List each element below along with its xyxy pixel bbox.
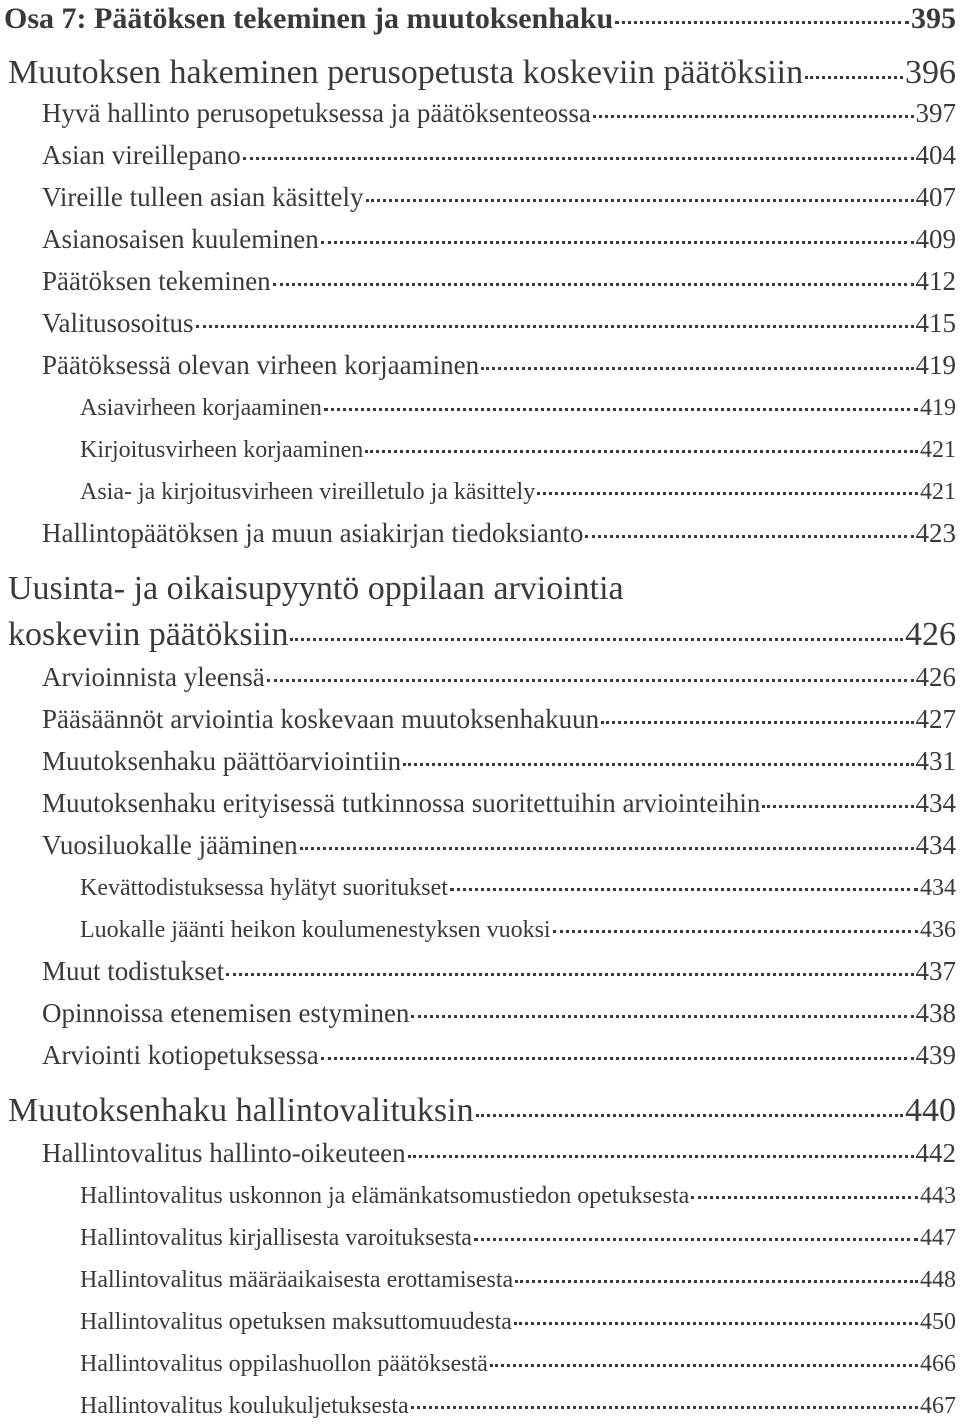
toc-entry[interactable] (0, 480, 960, 504)
toc-entry-title: Hallintovalitus kirjallisesta varoituksesta (80, 1225, 472, 1251)
dot-leader (593, 115, 914, 118)
toc-entry-page-number: 466 (920, 1351, 956, 1377)
toc-entry-title: Hallintovalitus opetuksen maksuttomuudesta (80, 1309, 512, 1335)
toc-entry[interactable] (0, 1310, 960, 1334)
toc-entry-title: Muutoksenhaku päättöarviointiin (42, 746, 402, 776)
toc-entry-page-number: 440 (905, 1092, 956, 1129)
toc-entry-page-number: 439 (915, 1040, 956, 1070)
dot-leader (403, 763, 913, 766)
toc-entry-page-number: 396 (905, 54, 956, 91)
toc-entry[interactable] (0, 748, 960, 775)
dot-leader (290, 638, 903, 641)
toc-entry-title: koskeviin päätöksiin (8, 616, 289, 653)
toc-entry-title: Muutoksenhaku hallintovalituksin (8, 1092, 474, 1129)
toc-entry[interactable] (0, 790, 960, 817)
toc-entry-title: Arviointi kotiopetuksessa (42, 1040, 319, 1070)
toc-entry-title: Hyvä hallinto perusopetuksessa ja päätöksenteossa (42, 98, 591, 128)
dot-leader (805, 76, 903, 79)
toc-entry-page-number: 448 (920, 1267, 956, 1293)
toc-entry-title: Opinnoissa etenemisen estyminen (42, 998, 410, 1028)
dot-leader (196, 325, 914, 328)
toc-entry-title: Valitusosoitus (42, 308, 194, 338)
dot-leader (273, 283, 914, 286)
toc-entry-page-number: 437 (915, 956, 956, 986)
dot-leader (450, 888, 918, 891)
toc-entry[interactable] (0, 4, 960, 34)
toc-entry[interactable] (0, 1226, 960, 1250)
toc-entry[interactable] (0, 352, 960, 379)
toc-entry-title: Muutoksenhaku erityisessä tutkinnossa suoritettuihin arviointeihin (42, 788, 761, 818)
toc-entry[interactable] (0, 876, 960, 900)
toc-entry[interactable] (0, 1184, 960, 1208)
toc-entry-title: Asiavirheen korjaaminen (80, 395, 322, 421)
dot-leader (537, 492, 918, 495)
dot-leader (490, 1364, 918, 1367)
dot-leader (324, 408, 918, 411)
toc-entry[interactable] (0, 56, 960, 90)
toc-entry-page-number: 447 (920, 1225, 956, 1251)
dot-leader (762, 805, 913, 808)
dot-leader (300, 847, 914, 850)
toc-entry-page-number: 427 (915, 704, 956, 734)
toc-entry-title: Pääsäännöt arviointia koskevaan muutoksenhakuun (42, 704, 600, 734)
toc-entry-page-number: 404 (915, 140, 956, 170)
toc-entry[interactable] (0, 664, 960, 691)
dot-leader (411, 1406, 918, 1409)
toc-entry-title: Kirjoitusvirheen korjaaminen (80, 437, 364, 463)
toc-entry-page-number: 421 (920, 437, 956, 463)
toc-entry-title: Muut todistukset (42, 956, 225, 986)
toc-entry-title: Päätöksen tekeminen (42, 266, 271, 296)
toc-entry-page-number: 438 (915, 998, 956, 1028)
toc-entry[interactable] (0, 1094, 960, 1128)
toc-entry[interactable] (0, 520, 960, 547)
dot-leader (481, 367, 913, 370)
toc-entry-page-number: 423 (915, 518, 956, 548)
dot-leader (585, 535, 913, 538)
dot-leader (267, 679, 914, 682)
toc-entry[interactable] (0, 226, 960, 253)
toc-entry[interactable] (0, 268, 960, 295)
toc-entry[interactable] (0, 438, 960, 462)
toc-entry[interactable] (0, 1042, 960, 1069)
toc-entry-title: Hallintovalitus oppilashuollon päätöksestä (80, 1351, 488, 1377)
toc-entry[interactable] (0, 918, 960, 942)
toc-entry-title: Hallintovalitus koulukuljetuksesta (80, 1393, 409, 1419)
toc-entry-page-number: 395 (911, 2, 956, 35)
toc-entry-title: Muutoksen hakeminen perusopetusta koskeviin päätöksiin (8, 54, 804, 91)
toc-entry-title: Vireille tulleen asian käsittely (42, 182, 364, 212)
toc-entry[interactable] (0, 1268, 960, 1292)
toc-entry-page-number: 443 (920, 1183, 956, 1209)
toc-entry-page-number: 434 (915, 788, 956, 818)
toc-entry-page-number: 450 (920, 1309, 956, 1335)
toc-entry-page-number: 419 (920, 395, 956, 421)
dot-leader (243, 157, 914, 160)
toc-entry[interactable] (0, 184, 960, 211)
dot-leader (321, 241, 914, 244)
toc-entry[interactable] (0, 706, 960, 733)
dot-leader (601, 721, 913, 724)
dot-leader (321, 1057, 914, 1060)
toc-entry-page-number: 421 (920, 479, 956, 505)
section-heading-line: Uusinta- ja oikaisupyyntö oppilaan arviointia (8, 570, 624, 607)
toc-entry-title: Asian vireillepano (42, 140, 241, 170)
dot-leader (408, 1155, 914, 1158)
toc-entry-page-number: 467 (920, 1393, 956, 1419)
dot-leader (474, 1238, 918, 1241)
toc-entry-title: Luokalle jäänti heikon koulumenestyksen vuoksi (80, 917, 551, 943)
toc-entry-page-number: 434 (920, 875, 956, 901)
toc-entry-title: Asianosaisen kuuleminen (42, 224, 319, 254)
toc-entry-title: Vuosiluokalle jääminen (42, 830, 298, 860)
dot-leader (226, 973, 913, 976)
toc-entry-title: Päätöksessä olevan virheen korjaaminen (42, 350, 480, 380)
dot-leader (514, 1322, 918, 1325)
dot-leader (365, 450, 918, 453)
toc-entry-page-number: 442 (915, 1138, 956, 1168)
toc-entry[interactable] (0, 310, 960, 337)
toc-entry[interactable] (0, 618, 960, 652)
toc-entry-page-number: 415 (915, 308, 956, 338)
toc-entry-page-number: 426 (915, 662, 956, 692)
toc-entry-title: Hallintovalitus uskonnon ja elämänkatsomustiedon opetuksesta (80, 1183, 690, 1209)
toc-entry-page-number: 434 (915, 830, 956, 860)
toc-entry-page-number: 431 (915, 746, 956, 776)
toc-entry[interactable] (0, 396, 960, 420)
toc-entry[interactable] (0, 1352, 960, 1376)
toc-entry-title: Hallintovalitus määräaikaisesta erottamisesta (80, 1267, 514, 1293)
toc-entry-title: Hallintovalitus hallinto-oikeuteen (42, 1138, 406, 1168)
toc-entry-page-number: 412 (915, 266, 956, 296)
toc-entry-page-number: 426 (905, 616, 956, 653)
toc-entry-title: Arvioinnista yleensä (42, 662, 265, 692)
toc-entry-title: Hallintopäätöksen ja muun asiakirjan tiedoksianto (42, 518, 584, 548)
toc-entry[interactable] (0, 958, 960, 985)
dot-leader (553, 930, 918, 933)
toc-entry-title: Asia- ja kirjoitusvirheen vireilletulo ja käsittely (80, 479, 536, 505)
toc-entry-title: Kevättodistuksessa hylätyt suoritukset (80, 875, 448, 901)
dot-leader (615, 21, 909, 24)
toc-entry-page-number: 419 (915, 350, 956, 380)
toc-entry[interactable] (0, 142, 960, 169)
toc-entry[interactable] (0, 1000, 960, 1027)
toc-entry[interactable] (0, 1394, 960, 1418)
dot-leader (411, 1015, 913, 1018)
toc-entry-page-number: 407 (915, 182, 956, 212)
dot-leader (476, 1114, 903, 1117)
dot-leader (515, 1280, 918, 1283)
toc-entry-page-number: 436 (920, 917, 956, 943)
toc-entry-page-number: 409 (915, 224, 956, 254)
toc-entry[interactable] (0, 832, 960, 859)
toc-entry-page-number: 397 (915, 98, 956, 128)
dot-leader (691, 1196, 918, 1199)
toc-entry-title: Osa 7: Päätöksen tekeminen ja muutoksenhaku (4, 2, 614, 35)
dot-leader (366, 199, 914, 202)
toc-entry[interactable] (0, 1140, 960, 1167)
toc-entry[interactable] (0, 100, 960, 127)
